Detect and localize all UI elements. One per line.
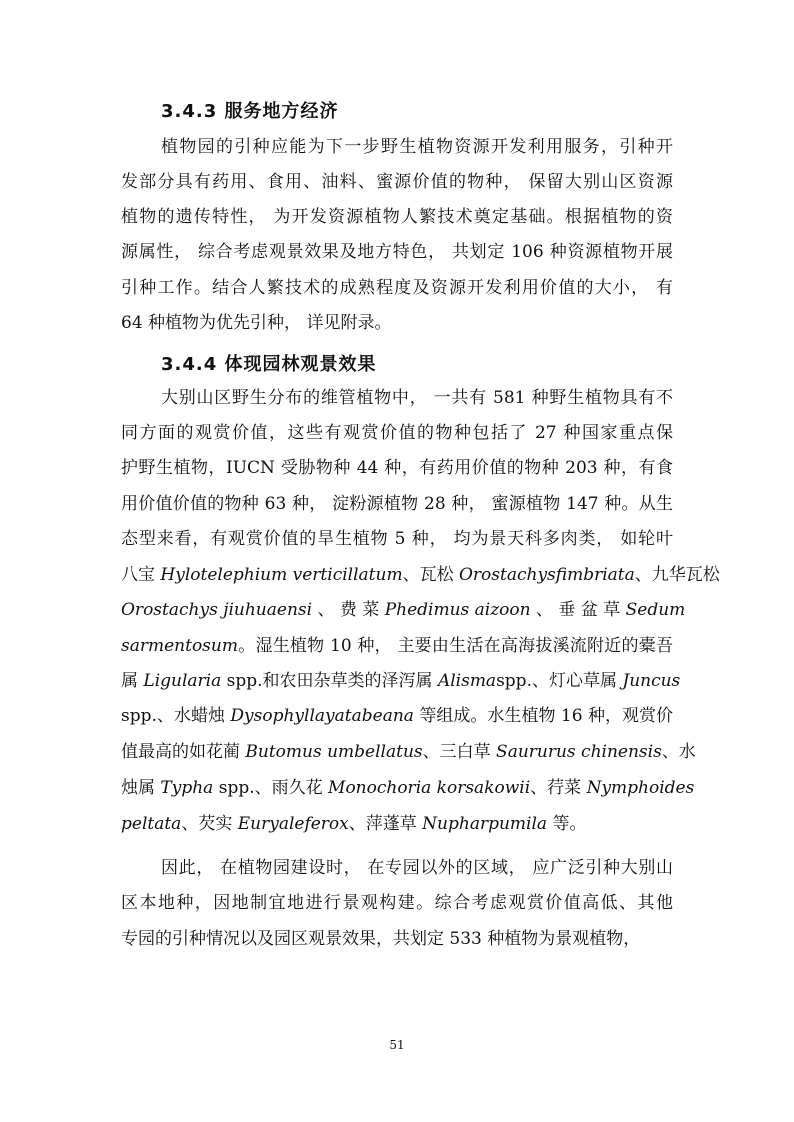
text-run: 64 种植物为优先引种， 详见附录。 bbox=[121, 313, 392, 333]
species-name: Euryaleferox bbox=[237, 814, 349, 834]
species-name: Ligularia bbox=[143, 671, 222, 691]
text-line bbox=[121, 742, 696, 762]
species-name: Juncus bbox=[622, 671, 681, 691]
text-run: 、萍蓬草 bbox=[348, 814, 423, 834]
text-run: 、九华瓦松 bbox=[634, 565, 720, 585]
text-run: 护野生植物，IUCN 受胁物种 44 种，有药用价值的物种 203 种，有食 bbox=[121, 458, 673, 478]
text-run: spp.和农田杂草类的泽泻属 bbox=[221, 671, 438, 691]
section-heading-3-4-3: 3.4.3 服务地方经济 bbox=[161, 101, 339, 122]
text-line bbox=[121, 706, 673, 726]
text-run: 因此， 在植物园建设时， 在专园以外的区域， 应广泛引种大别山 bbox=[161, 858, 673, 878]
species-name: Sedum bbox=[625, 600, 686, 620]
text-run: 值最高的如花蔺 bbox=[121, 742, 246, 762]
text-run: 专园的引种情况以及园区观景效果，共划定 533 种植物为景观植物， bbox=[121, 929, 641, 949]
text-run: 发部分具有药用、食用、油料、蜜源价值的物种， 保留大别山区资源 bbox=[121, 172, 673, 192]
text-line bbox=[121, 778, 695, 798]
text-line bbox=[121, 494, 673, 514]
text-run: spp.、灯心草属 bbox=[496, 671, 623, 691]
text-run: 引种工作。结合人繁技术的成熟程度及资源开发利用价值的大小， 有 bbox=[121, 278, 673, 298]
text-run: 、瓦松 bbox=[402, 565, 459, 585]
species-name: peltata bbox=[121, 814, 182, 834]
text-line bbox=[121, 313, 673, 333]
species-name: Butomus umbellatus bbox=[245, 742, 423, 762]
text-line bbox=[121, 423, 673, 443]
text-line bbox=[161, 388, 673, 408]
text-line bbox=[121, 458, 673, 478]
text-run: 、水 bbox=[661, 742, 696, 762]
species-name: Alisma bbox=[437, 671, 497, 691]
text-line bbox=[121, 565, 720, 585]
species-name: Hylotelephium verticillatum bbox=[160, 565, 403, 585]
text-run: 属 bbox=[121, 671, 144, 691]
text-line bbox=[121, 671, 681, 691]
species-name: Orostachys jiuhuaensi bbox=[121, 600, 313, 620]
text-line bbox=[121, 207, 673, 227]
text-run: 大别山区野生分布的维管植物中， 一共有 581 种野生植物具有不 bbox=[161, 388, 673, 408]
text-run: 源属性， 综合考虑观景效果及地方特色， 共划定 106 种资源植物开展 bbox=[121, 242, 673, 262]
page-number: 51 bbox=[389, 1038, 405, 1052]
text-run: 植物园的引种应能为下一步野生植物资源开发利用服务，引种开 bbox=[161, 137, 673, 157]
species-name: Nymphoides bbox=[586, 778, 695, 798]
text-run: 、芡实 bbox=[181, 814, 238, 834]
species-name: Monochoria korsakowii bbox=[328, 778, 531, 798]
species-name: Dysophyllayatabeana bbox=[230, 706, 414, 726]
text-run: 。湿生植物 10 种， 主要由生活在高海拔溪流附近的橐吾 bbox=[237, 636, 673, 656]
text-line bbox=[161, 858, 673, 878]
text-line bbox=[121, 529, 673, 549]
species-name: sarmentosum bbox=[121, 636, 238, 656]
text-run: 同方面的观赏价值，这些有观赏价值的物种包括了 27 种国家重点保 bbox=[121, 423, 673, 443]
text-run: 用价值价值的物种 63 种， 淀粉源植物 28 种， 蜜源植物 147 种。从生 bbox=[121, 494, 673, 514]
text-line bbox=[121, 929, 673, 949]
text-run: 、 垂 盆 草 bbox=[530, 600, 626, 620]
text-run: 八宝 bbox=[121, 565, 161, 585]
species-name: Nupharpumila bbox=[422, 814, 548, 834]
text-run: 植物的遗传特性， 为开发资源植物人繁技术奠定基础。根据植物的资 bbox=[121, 207, 673, 227]
text-run: 区本地种，因地制宜地进行景观构建。综合考虑观赏价值高低、其他 bbox=[121, 893, 673, 913]
text-run: 烛属 bbox=[121, 778, 161, 798]
text-run: 、 费 菜 bbox=[312, 600, 385, 620]
text-run: 、三白草 bbox=[422, 742, 497, 762]
species-name: Typha bbox=[160, 778, 214, 798]
text-line bbox=[121, 814, 673, 834]
text-run: 态型来看，有观赏价值的旱生植物 5 种， 均为景天科多肉类， 如轮叶 bbox=[121, 529, 673, 549]
section-heading-3-4-4: 3.4.4 体现园林观景效果 bbox=[161, 354, 377, 375]
text-run: 、荇菜 bbox=[530, 778, 587, 798]
species-name: Saururus chinensis bbox=[496, 742, 662, 762]
text-line bbox=[121, 600, 686, 620]
text-line bbox=[121, 278, 673, 298]
text-line bbox=[121, 242, 673, 262]
text-run: 等。 bbox=[547, 814, 587, 834]
species-name: Orostachysfimbriata bbox=[458, 565, 635, 585]
text-line bbox=[161, 137, 673, 157]
text-line bbox=[121, 172, 673, 192]
text-run: spp.、水蜡烛 bbox=[121, 706, 231, 726]
text-line bbox=[121, 636, 673, 656]
text-line bbox=[121, 893, 673, 913]
text-run: spp.、雨久花 bbox=[213, 778, 329, 798]
text-run: 等组成。水生植物 16 种，观赏价 bbox=[413, 706, 674, 726]
species-name: Phedimus aizoon bbox=[384, 600, 531, 620]
